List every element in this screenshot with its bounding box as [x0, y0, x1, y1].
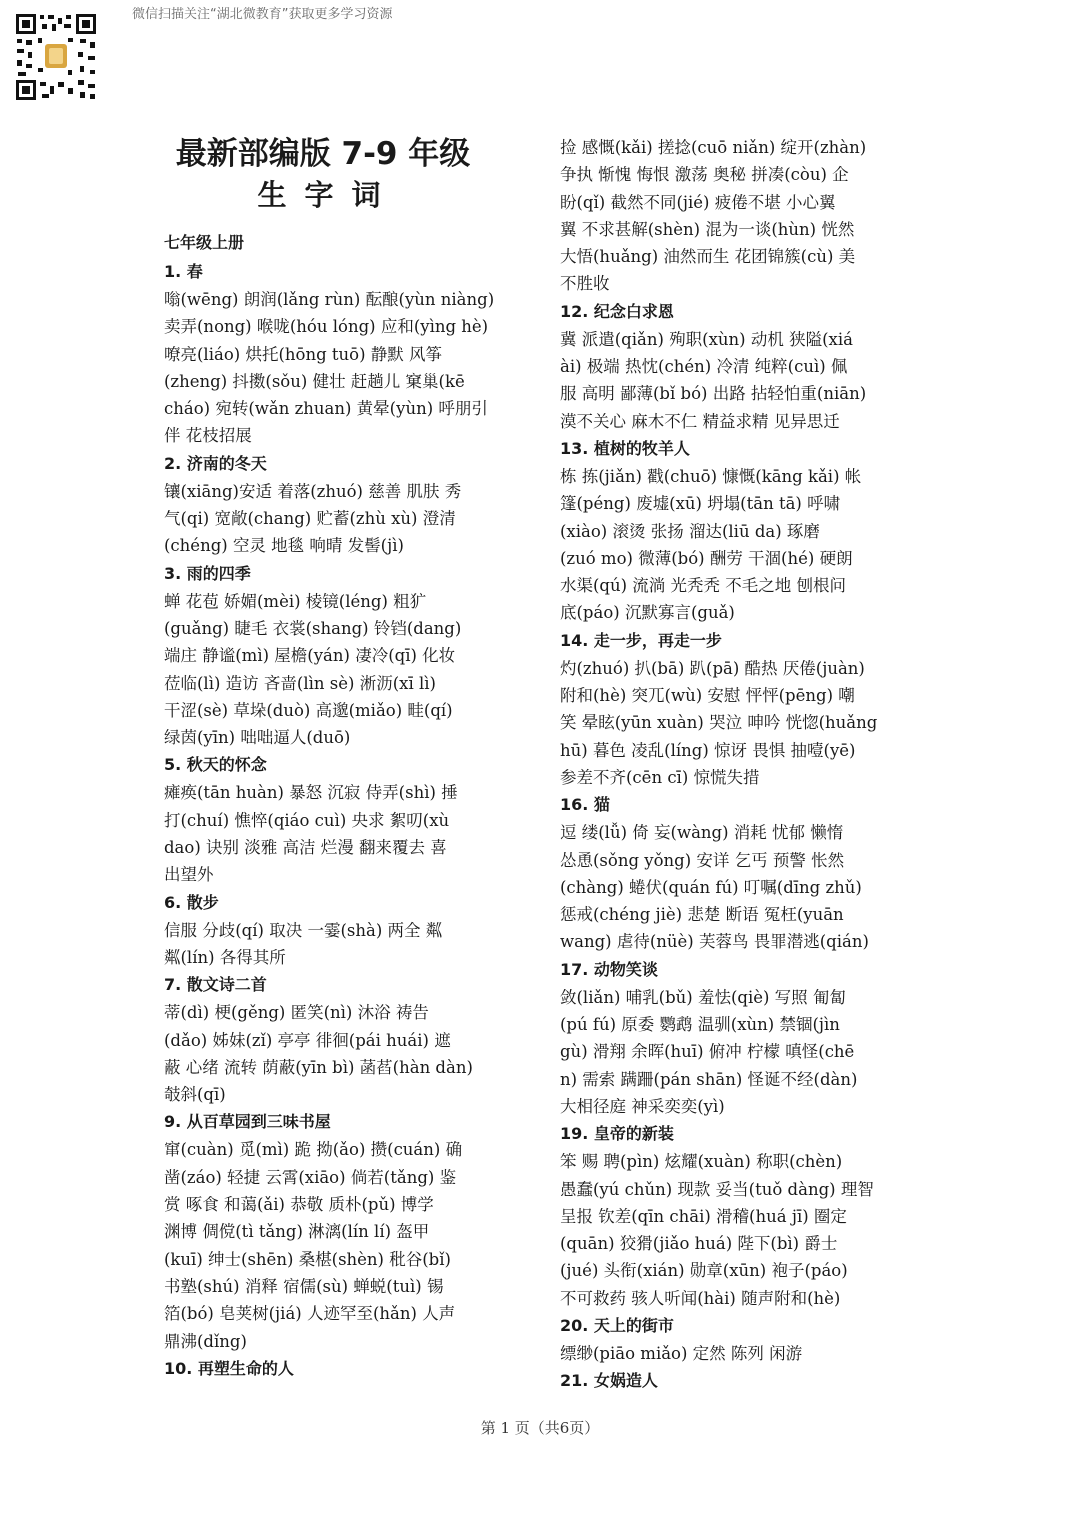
vocab-line: 翼 不求甚解(shèn) 混为一谈(hùn) 恍然	[560, 219, 855, 239]
vocab-line: 粼(lín) 各得其所	[164, 947, 286, 967]
vocab-line: wang) 虐待(nüè) 芙蓉鸟 畏罪潜逃(qián)	[560, 932, 869, 952]
vocab-line: 争执 惭愧 悔恨 激荡 奥秘 拼凑(còu) 企	[560, 165, 849, 185]
lesson-heading: 14. 走一步，再走一步	[560, 630, 722, 650]
lesson-heading: 21. 女娲造人	[560, 1371, 658, 1391]
left-lessons	[164, 258, 534, 1383]
vocab-line: n) 需索 蹒跚(pán shān) 怪诞不经(dàn)	[560, 1069, 858, 1089]
vocab-line: (chàng) 蜷伏(quán fú) 叮嘱(dīng zhǔ)	[560, 877, 862, 897]
vocab-line: 箔(bó) 皂荚树(jiá) 人迹罕至(hǎn) 人声	[164, 1304, 456, 1324]
vocab-line: (guǎng) 睫毛 衣裳(shang) 铃铛(dang)	[164, 618, 462, 638]
vocab-line: hū) 暮色 凌乱(líng) 惊讶 畏惧 抽噎(yē)	[560, 740, 856, 760]
left-column	[164, 132, 534, 1383]
lesson-heading: 20. 天上的街市	[560, 1315, 674, 1335]
vocab-line: 愚蠢(yú chǔn) 现款 妥当(tuǒ dàng) 理智	[560, 1179, 874, 1199]
vocab-line: (zuó mo) 微薄(bó) 酬劳 干涸(hé) 硬朗	[560, 548, 853, 568]
vocab-line: gù) 滑翔 余晖(huī) 俯冲 柠檬 嗔怪(chē	[560, 1042, 855, 1062]
grade-heading: 七年级上册	[164, 233, 245, 252]
vocab-line: 伴 花枝招展	[164, 426, 252, 446]
vocab-line: (quān) 狡猾(jiǎo huá) 陛下(bì) 爵士	[560, 1234, 838, 1254]
lesson-heading: 3. 雨的四季	[164, 563, 251, 583]
vocab-line: 怂恿(sǒng yǒng) 安详 乞丐 预警 怅然	[560, 850, 845, 870]
lesson-heading: 1. 春	[164, 262, 203, 281]
lesson-heading: 7. 散文诗二首	[164, 975, 267, 995]
vocab-line: cháo) 宛转(wǎn zhuan) 黄晕(yùn) 呼朋引	[164, 399, 488, 419]
vocab-line: 笑 晕眩(yūn xuàn) 哭泣 呻吟 恍惚(huǎng	[560, 713, 878, 733]
vocab-line: 笨 赐 聘(pìn) 炫耀(xuàn) 称职(chèn)	[560, 1152, 843, 1172]
vocab-line: 不胜收	[560, 274, 610, 294]
lesson-heading: 16. 猫	[560, 795, 610, 815]
vocab-line: 蒂(dì) 梗(gěng) 匿笑(nì) 沐浴 祷告	[164, 1003, 429, 1023]
page-title: 最新部编版 7-9 年级	[175, 136, 471, 172]
vocab-line: 捡 感慨(kǎi) 搓捻(cuō niǎn) 绽开(zhàn)	[560, 138, 867, 157]
vocab-line: 信服 分歧(qí) 取决 一霎(shà) 两全 粼	[164, 920, 443, 940]
vocab-line: 惩戒(chéng jiè) 悲楚 断语 冤枉(yuān	[560, 905, 844, 925]
vocab-line: 打(chuí) 憔悴(qiáo cuì) 央求 絮叨(xù	[164, 810, 450, 830]
lesson-heading: 12. 纪念白求恩	[560, 301, 674, 321]
vocab-line: ài) 极端 热忱(chén) 冷清 纯粹(cuì) 佩	[560, 357, 848, 377]
vocab-line: 盼(qǐ) 截然不同(jié) 疲倦不堪 小心翼	[560, 192, 836, 212]
vocab-line: (chéng) 空灵 地毯 响晴 发髻(jì)	[164, 536, 404, 556]
vocab-line: 缥缈(piāo miǎo) 定然 陈列 闲游	[560, 1343, 803, 1363]
vocab-line: 攲斜(qī)	[164, 1085, 226, 1105]
vocab-line: 绿茵(yīn) 咄咄逼人(duō)	[164, 728, 351, 748]
vocab-line: 水渠(qú) 流淌 光秃秃 不毛之地 刨根问	[560, 576, 847, 596]
vocab-line: 不可救药 骇人听闻(hài) 随声附和(hè)	[560, 1288, 841, 1308]
vocab-line: dao) 诀别 淡雅 高洁 烂漫 翻来覆去 喜	[164, 838, 447, 858]
vocab-line: 干涩(sè) 草垛(duò) 高邈(miǎo) 畦(qí)	[164, 700, 453, 720]
vocab-line: 逗 缕(lǚ) 倚 妄(wàng) 消耗 忧郁 懒惰	[560, 823, 844, 843]
vocab-line: 漠不关心 麻木不仁 精益求精 见异思迁	[560, 411, 840, 431]
vocab-line: 窜(cuàn) 觅(mì) 跪 拗(ǎo) 攒(cuán) 确	[164, 1140, 463, 1160]
lesson-heading: 9. 从百草园到三味书屋	[164, 1112, 331, 1132]
vocab-line: 气(qi) 宽敞(chang) 贮蓄(zhù xù) 澄清	[164, 509, 456, 529]
vocab-line: 附和(hè) 突兀(wù) 安慰 怦怦(pēng) 嘲	[560, 686, 855, 706]
vocab-line: 镶(xiāng)安适 着落(zhuó) 慈善 肌肤 秀	[164, 481, 462, 501]
vocab-line: (jué) 头衔(xián) 勋章(xūn) 袍子(páo)	[560, 1261, 848, 1281]
vocab-line: 篷(péng) 废墟(xū) 坍塌(tān tā) 呼啸	[560, 494, 841, 514]
vocab-line: 嘹亮(liáo) 烘托(hōng tuō) 静默 风筝	[164, 344, 442, 364]
vocab-line: 蔽 心绪 流转 荫蔽(yīn bì) 菡萏(hàn dàn)	[164, 1057, 473, 1077]
qr-code	[14, 12, 98, 102]
vocab-line: 服 高明 鄙薄(bǐ bó) 出路 拈轻怕重(niān)	[560, 384, 867, 404]
vocab-line: 瘫痪(tān huàn) 暴怒 沉寂 侍弄(shì) 捶	[164, 783, 458, 803]
vocab-line: 端庄 静谧(mì) 屋檐(yán) 凄冷(qī) 化妆	[164, 646, 456, 666]
vocab-line: (dǎo) 姊妹(zǐ) 亭亭 徘徊(pái huái) 遮	[164, 1030, 451, 1050]
lesson-heading: 19. 皇帝的新装	[560, 1124, 674, 1144]
vocab-line: 大相径庭 神采奕奕(yì)	[560, 1096, 725, 1116]
vocab-line: 灼(zhuó) 扒(bā) 趴(pā) 酷热 厌倦(juàn)	[560, 658, 865, 678]
vocab-line: 冀 派遣(qiǎn) 殉职(xùn) 动机 狭隘(xiá	[560, 329, 853, 349]
vocab-line: (pú fú) 原委 鹦鹉 温驯(xùn) 禁锢(jìn	[560, 1015, 840, 1035]
right-lessons	[560, 134, 930, 1395]
page-number: 第 1 页（共6页）	[480, 1419, 600, 1437]
vocab-line: 敛(liǎn) 哺乳(bǔ) 羞怯(qiè) 写照 匍匐	[560, 987, 846, 1007]
vocab-line: 呈报 钦差(qīn chāi) 滑稽(huá jī) 圈定	[560, 1206, 847, 1226]
vocab-line: 渊博 倜傥(tì tǎng) 淋漓(lín lí) 盔甲	[164, 1222, 430, 1242]
vocab-line: 莅临(lì) 造访 吝啬(lìn sè) 淅沥(xī lì)	[164, 673, 436, 693]
lesson-heading: 2. 济南的冬天	[164, 453, 267, 473]
lesson-heading: 10. 再塑生命的人	[164, 1358, 294, 1378]
page-subtitle: 生字词	[257, 178, 399, 212]
lesson-heading: 5. 秋天的怀念	[164, 755, 267, 775]
vocab-line: 赏 啄食 和蔼(ǎi) 恭敬 质朴(pǔ) 博学	[164, 1195, 434, 1215]
vocab-line: 嗡(wēng) 朗润(lǎng rùn) 酝酿(yùn niàng)	[164, 290, 495, 309]
vocab-line: 底(páo) 沉默寡言(guǎ)	[560, 603, 735, 623]
vocab-line: 卖弄(nong) 喉咙(hóu lóng) 应和(yìng hè)	[164, 317, 489, 337]
vocab-line: (zheng) 抖擞(sǒu) 健壮 赶趟儿 窠巢(kē	[164, 371, 465, 391]
vocab-line: 栋 拣(jiǎn) 戳(chuō) 慷慨(kāng kǎi) 帐	[560, 466, 862, 486]
vocab-line: 出望外	[164, 865, 214, 885]
vocab-line: 蝉 花苞 娇媚(mèi) 棱镜(léng) 粗犷	[164, 591, 427, 611]
right-column	[560, 134, 930, 1395]
vocab-line: 大悟(huǎng) 油然而生 花团锦簇(cù) 美	[560, 247, 856, 267]
vocab-line: 凿(záo) 轻捷 云霄(xiāo) 倘若(tǎng) 鉴	[164, 1167, 457, 1187]
lesson-heading: 17. 动物笑谈	[560, 959, 658, 979]
vocab-line: 参差不齐(cēn cī) 惊慌失措	[560, 767, 760, 787]
lesson-heading: 13. 植树的牧羊人	[560, 438, 690, 458]
vocab-line: 鼎沸(dǐng)	[164, 1331, 247, 1351]
vocab-line: (xiào) 滚烫 张扬 溜达(liū da) 琢磨	[560, 521, 820, 541]
header-note: 微信扫描关注“湖北微教育”获取更多学习资源	[132, 7, 393, 22]
vocab-line: (kuī) 绅士(shēn) 桑椹(shèn) 秕谷(bǐ)	[164, 1249, 451, 1269]
lesson-heading: 6. 散步	[164, 892, 219, 912]
vocab-line: 书塾(shú) 消释 宿儒(sù) 蝉蜕(tuì) 锡	[164, 1276, 444, 1296]
